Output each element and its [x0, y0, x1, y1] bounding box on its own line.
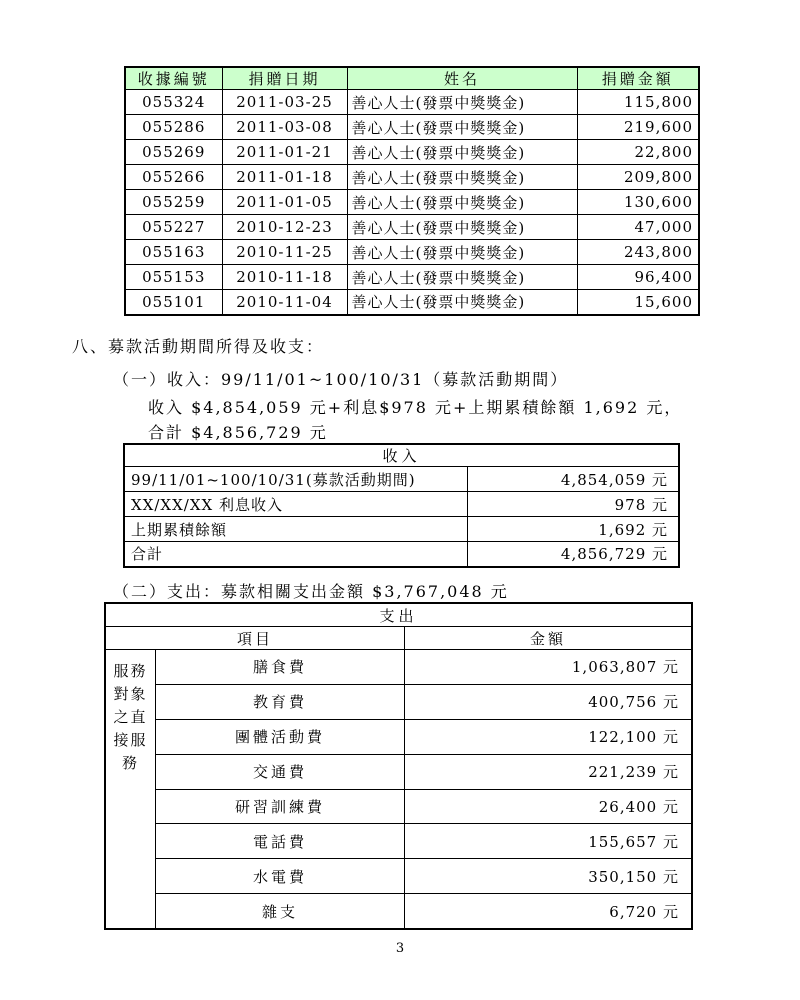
expense-amount-cell: 350,150 元 — [588, 867, 679, 886]
donor-name-cell: 善心人士(發票中獎獎金) — [347, 140, 577, 165]
expense-amount-cell: 155,657 元 — [588, 832, 679, 851]
group-label-line: 服務 — [113, 662, 148, 680]
expense-item-cell: 電話費 — [156, 824, 405, 858]
expense-row — [156, 755, 691, 790]
donation-header-row — [125, 67, 699, 90]
donation-row — [125, 290, 699, 315]
group-label-line: 接服 — [113, 731, 148, 749]
expense-row — [156, 720, 691, 755]
income-amount-cell: 4,856,729 元 — [467, 542, 679, 567]
income-row — [124, 467, 679, 492]
donation-table-header — [125, 67, 699, 90]
expense-table-header — [106, 627, 691, 650]
donation-date-cell: 2011-01-18 — [222, 165, 347, 190]
income-amount-cell: 4,854,059 元 — [467, 467, 679, 492]
expense-item-cell: 雜支 — [156, 894, 405, 928]
income-label-cell: 合計 — [124, 542, 467, 567]
expense-group-label — [106, 650, 156, 928]
donation-amount-cell: 209,800 — [577, 165, 699, 190]
expense-item-cell: 膳食費 — [156, 650, 405, 684]
header-donation-date: 捐贈日期 — [222, 67, 347, 90]
header-item: 項目 — [106, 627, 405, 649]
expense-table-title: 支出 — [106, 604, 691, 627]
donation-row — [125, 190, 699, 215]
receipt-number-cell: 055153 — [125, 265, 222, 290]
donation-date-cell: 2010-11-18 — [222, 265, 347, 290]
expense-subheading: （二）支出：募款相關支出金額 $3,767,048 元 — [113, 582, 509, 601]
expense-item-cell: 團體活動費 — [156, 720, 405, 754]
income-label-cell: 上期累積餘額 — [124, 517, 467, 542]
income-subheading: （一）收入：99/11/01~100/10/31（募款活動期間） — [113, 370, 569, 389]
donation-table-body — [125, 90, 699, 315]
expense-amount-cell: 400,756 元 — [588, 693, 679, 712]
group-label-line: 之直 — [113, 708, 148, 726]
receipt-number-cell: 055227 — [125, 215, 222, 240]
donation-amount-cell: 22,800 — [577, 140, 699, 165]
section-heading: 八、募款活動期間所得及收支： — [72, 337, 325, 356]
income-row — [124, 517, 679, 542]
income-amount-cell: 978 元 — [467, 492, 679, 517]
group-label-line: 務 — [121, 754, 139, 772]
donor-name-cell: 善心人士(發票中獎獎金) — [347, 190, 577, 215]
receipt-number-cell: 055269 — [125, 140, 222, 165]
income-table — [123, 443, 680, 568]
donor-name-cell: 善心人士(發票中獎獎金) — [347, 90, 577, 115]
header-donor-name: 姓名 — [347, 67, 577, 90]
donation-date-cell: 2011-03-08 — [222, 115, 347, 140]
income-label-cell: XX/XX/XX 利息收入 — [124, 492, 467, 517]
expense-row — [156, 790, 691, 825]
income-row — [124, 492, 679, 517]
donation-table — [124, 66, 700, 316]
donation-amount-cell: 243,800 — [577, 240, 699, 265]
expense-item-cell: 研習訓練費 — [156, 790, 405, 824]
expense-amount-cell: 221,239 元 — [588, 763, 679, 782]
donation-date-cell: 2011-01-21 — [222, 140, 347, 165]
receipt-number-cell: 055266 — [125, 165, 222, 190]
expense-table-body — [106, 650, 691, 928]
income-amount-cell: 1,692 元 — [467, 517, 679, 542]
donation-amount-cell: 115,800 — [577, 90, 699, 115]
donation-date-cell: 2011-01-05 — [222, 190, 347, 215]
donation-amount-cell: 47,000 — [577, 215, 699, 240]
donor-name-cell: 善心人士(發票中獎獎金) — [347, 215, 577, 240]
expense-item-cell: 教育費 — [156, 685, 405, 719]
income-row — [124, 542, 679, 567]
header-receipt-number: 收據編號 — [125, 67, 222, 90]
expense-row — [156, 894, 691, 928]
receipt-number-cell: 055163 — [125, 240, 222, 265]
donor-name-cell: 善心人士(發票中獎獎金) — [347, 240, 577, 265]
donation-row — [125, 90, 699, 115]
donation-row — [125, 215, 699, 240]
donation-date-cell: 2011-03-25 — [222, 90, 347, 115]
donation-date-cell: 2010-12-23 — [222, 215, 347, 240]
expense-row — [156, 824, 691, 859]
donation-amount-cell: 219,600 — [577, 115, 699, 140]
donation-row — [125, 240, 699, 265]
donation-date-cell: 2010-11-04 — [222, 290, 347, 315]
donation-amount-cell: 96,400 — [577, 265, 699, 290]
income-table-body — [124, 467, 679, 567]
expense-amount-cell: 6,720 元 — [609, 902, 679, 921]
expense-item-cell: 交通費 — [156, 755, 405, 789]
donor-name-cell: 善心人士(發票中獎獎金) — [347, 165, 577, 190]
income-label-cell: 99/11/01~100/10/31(募款活動期間) — [124, 467, 467, 492]
expense-amount-cell: 26,400 元 — [598, 797, 679, 816]
expense-amount-cell: 122,100 元 — [588, 728, 679, 747]
expense-row — [156, 859, 691, 894]
income-title-row — [124, 444, 679, 467]
donation-row — [125, 115, 699, 140]
donation-date-cell: 2010-11-25 — [222, 240, 347, 265]
page-number: 3 — [395, 941, 405, 956]
donor-name-cell: 善心人士(發票中獎獎金) — [347, 265, 577, 290]
donation-amount-cell: 15,600 — [577, 290, 699, 315]
receipt-number-cell: 055286 — [125, 115, 222, 140]
donation-row — [125, 165, 699, 190]
donor-name-cell: 善心人士(發票中獎獎金) — [347, 290, 577, 315]
expense-amount-cell: 1,063,807 元 — [571, 658, 679, 677]
expense-item-cell: 水電費 — [156, 859, 405, 893]
expense-items — [156, 650, 691, 928]
expense-row — [156, 650, 691, 685]
receipt-number-cell: 055101 — [125, 290, 222, 315]
donation-row — [125, 265, 699, 290]
donation-row — [125, 140, 699, 165]
header-amount: 金額 — [529, 629, 566, 648]
expense-table — [104, 602, 693, 930]
income-total-text: 合計 $4,856,729 元 — [148, 423, 328, 442]
donation-amount-cell: 130,600 — [577, 190, 699, 215]
receipt-number-cell: 055324 — [125, 90, 222, 115]
expense-row — [156, 685, 691, 720]
income-table-title: 收入 — [124, 444, 679, 467]
income-detail-text: 收入 $4,854,059 元+利息$978 元+上期累積餘額 1,692 元， — [148, 398, 683, 417]
receipt-number-cell: 055259 — [125, 190, 222, 215]
donor-name-cell: 善心人士(發票中獎獎金) — [347, 115, 577, 140]
header-donation-amount: 捐贈金額 — [577, 67, 699, 90]
group-label-line: 對象 — [113, 685, 148, 703]
